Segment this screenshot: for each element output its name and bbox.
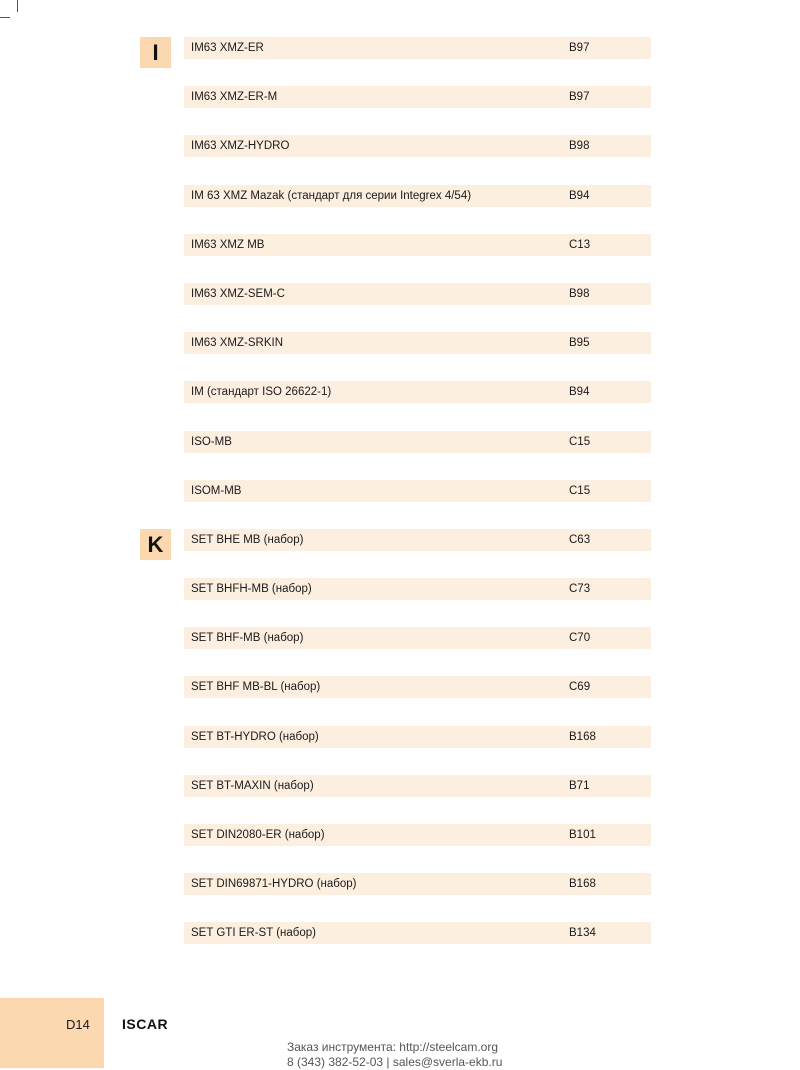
- index-row: [184, 529, 651, 551]
- page-reference: C15: [569, 435, 591, 448]
- item-name: SET BT-MAXIN (набор): [191, 779, 314, 792]
- index-list: [184, 37, 651, 972]
- index-row: [184, 283, 651, 305]
- crop-mark-top-left-vertical: [17, 0, 18, 12]
- index-row: [184, 37, 651, 59]
- item-name: SET BHE MB (набор): [191, 533, 304, 546]
- brand-name: ISCAR: [122, 1016, 169, 1032]
- order-info: [287, 1040, 502, 1070]
- page-reference: C63: [569, 533, 591, 546]
- item-name: IM63 XMZ-HYDRO: [191, 140, 290, 153]
- section-letter-k: K: [140, 529, 171, 560]
- item-name: SET BHF-MB (набор): [191, 632, 304, 645]
- item-name: SET DIN2080-ER (набор): [191, 829, 325, 841]
- item-name: SET BHFH-MB (набор): [191, 583, 312, 596]
- page-reference: B94: [569, 189, 590, 202]
- page-reference: C15: [569, 484, 591, 497]
- index-row: [184, 578, 651, 600]
- page-reference: B168: [569, 878, 596, 891]
- index-row: [184, 873, 651, 895]
- index-row: [184, 824, 651, 846]
- page-reference: B97: [569, 91, 590, 104]
- index-row: [184, 480, 651, 502]
- page-reference: B95: [569, 337, 590, 350]
- page-reference: B134: [569, 927, 596, 940]
- index-row: [184, 922, 651, 944]
- index-row: [184, 234, 651, 256]
- page-reference: B94: [569, 386, 590, 399]
- item-name: IM (стандарт ISO 26622-1): [191, 386, 332, 399]
- contact-line: 8 (343) 382-52-03 | sales@sverla-ekb.ru: [287, 1055, 503, 1069]
- index-row: [184, 627, 651, 649]
- item-name: IM 63 XMZ Mazak (стандарт для серии Integrex 4/54): [191, 189, 472, 202]
- index-row: [184, 381, 651, 403]
- page-reference: B98: [569, 140, 590, 153]
- crop-mark-top-left-horizontal: [0, 17, 10, 18]
- index-row: [184, 726, 651, 748]
- page-number: D14: [66, 1017, 90, 1032]
- item-name: ISOM-MB: [191, 484, 242, 497]
- item-name: IM63 XMZ-ER-M: [191, 91, 278, 104]
- page-reference: B98: [569, 287, 590, 300]
- page-reference: C73: [569, 583, 591, 596]
- index-row: [184, 676, 651, 698]
- page-reference: B101: [569, 829, 596, 841]
- index-row: [184, 332, 651, 354]
- item-name: SET GTI ER-ST (набор): [191, 927, 316, 940]
- index-row: [184, 185, 651, 207]
- section-letter-i: I: [140, 37, 171, 68]
- index-row: [184, 135, 651, 157]
- footer-accent-block: [0, 998, 104, 1068]
- index-row: [184, 431, 651, 453]
- item-name: IM63 XMZ-SRKIN: [191, 337, 284, 350]
- page-reference: C13: [569, 238, 591, 251]
- page-reference: B71: [569, 779, 590, 792]
- item-name: IM63 XMZ-ER: [191, 42, 264, 54]
- item-name: SET BT-HYDRO (набор): [191, 730, 319, 743]
- page-reference: C70: [569, 632, 591, 645]
- index-row: [184, 775, 651, 797]
- page-reference: C69: [569, 681, 591, 694]
- item-name: IM63 XMZ-SEM-C: [191, 287, 285, 300]
- item-name: IM63 XMZ MB: [191, 238, 265, 251]
- item-name: SET BHF MB-BL (набор): [191, 681, 321, 694]
- item-name: SET DIN69871-HYDRO (набор): [191, 878, 357, 891]
- page-reference: B97: [569, 42, 590, 54]
- item-name: ISO-MB: [191, 435, 232, 448]
- index-row: [184, 86, 651, 108]
- order-link-line: Заказ инструмента: http://steelcam.org: [287, 1040, 499, 1054]
- page-reference: B168: [569, 730, 596, 743]
